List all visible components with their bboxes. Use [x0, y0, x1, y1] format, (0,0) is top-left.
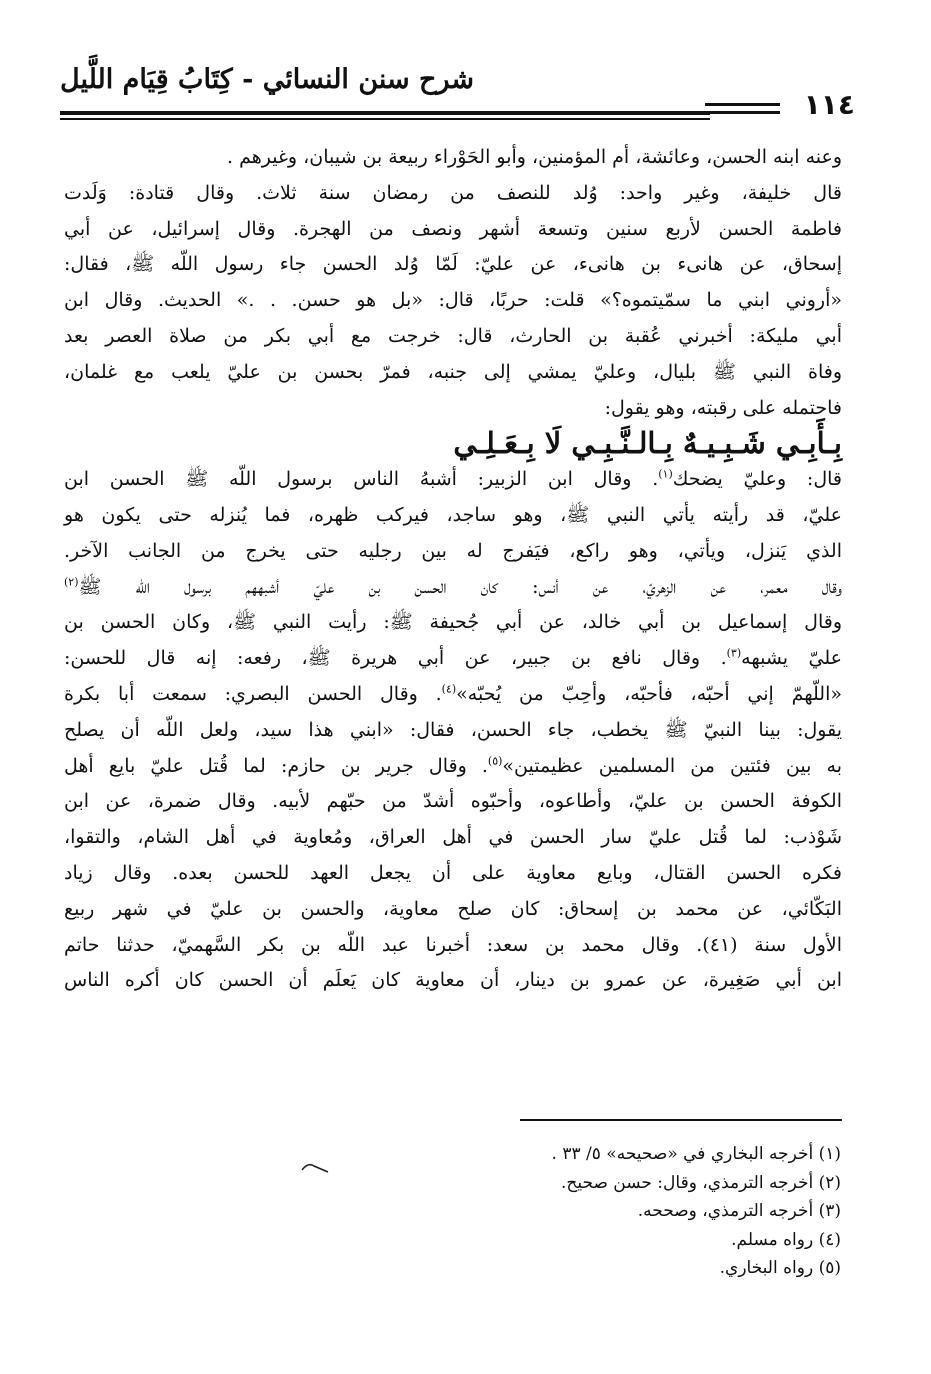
text-line: فاحتمله على رقبته، وهو يقول: [604, 396, 842, 419]
text-line: فكره الحسن القتال، وبايع معاوية على أن يجعل العهد للحسن بعده. وقال زياد [64, 861, 842, 884]
header-rule-thick [60, 111, 710, 115]
text-segment: . وقال جرير بن حازم: لما قُتل عليّ بايع أهل [64, 754, 488, 777]
footnote: (٢) أخرجه الترمذي، وقال: حسن صحيح. [560, 1172, 841, 1193]
footnotes [341, 1140, 841, 1283]
text-line [64, 462, 842, 498]
text-line [64, 677, 842, 713]
footnote-ref[interactable]: (٢) [64, 575, 79, 589]
text-line: فاطمة الحسن لأربع سنين وتسعة أشهر ونصف من الهجرة. وقال إسرائيل، عن أبي [64, 217, 842, 240]
footnote-ref[interactable]: (١) [658, 467, 673, 481]
main-text [64, 140, 842, 999]
page-number: ١١٤ [803, 88, 855, 121]
text-segment: به بين فئتين من المسلمين عظيمتين» [502, 754, 842, 777]
text-line: أبي مليكة: أخبرني عُقبة بن الحارث، قال: خرجت مع أبي بكر من صلاة العصر بعد [64, 324, 843, 347]
pen-mark [300, 1158, 330, 1178]
running-title: شرح سنن النسائي - كِتَابُ قِيَام اللَّيل [60, 64, 474, 95]
text-segment: . وقال ابن الزبير: أشبهُ الناس برسول اللّه ﷺ الحسن ابن [64, 468, 659, 491]
footnote: (٤) رواه مسلم. [731, 1229, 841, 1250]
text-line: عليّ، قد رأيته يأتي النبي ﷺ، وهو ساجد، فيركب ظهره، فما يُنزله حتى يكون هو [64, 503, 842, 526]
text-line: البَكّائي، عن محمد بن إسحاق: كان صلح معاوية، والحسن بن عليّ في شهر ربيع [64, 897, 842, 920]
footnote-ref[interactable]: (٤) [441, 682, 457, 696]
text-segment: . وقال نافع بن جبير، عن أبي هريرة ﷺ، رفعه: إنه قال للحسن: [64, 647, 727, 670]
text-line [64, 570, 842, 606]
text-line: وعنه ابنه الحسن، وعائشة، أم المؤمنين، وأبو الحَوْراء ربيعة بن شيبان، وغيرهم . [227, 146, 842, 168]
text-line: شَوْذب: لما قُتل عليّ سار الحسن في أهل العراق، ومُعاوية في أهل الشام، والتقوا، [64, 826, 842, 849]
footnote: (٣) أخرجه الترمذي، وصححه. [637, 1201, 841, 1221]
text-line: ابن أبي صَغِيرة، عن عمرو بن دينار، أن معاوية كان يَعلَم أن الحسن كان أكره الناس [64, 969, 842, 992]
page-number-rule-bottom [705, 111, 780, 114]
text-line [64, 749, 842, 785]
text-line: «أروني ابني ما سمّيتموه؟» قلت: حربًا، قال: «بل هو حسن. . .» الحديث. وقال ابن [64, 289, 842, 312]
footnote-separator [520, 1119, 842, 1121]
text-line: الذي يَنزل، ويأتي، وهو راكع، فيَفرج له بين رجليه حتى يخرج من الجانب الآخر. [64, 539, 842, 562]
page-header [60, 58, 855, 121]
page-number-rule-top [705, 103, 780, 106]
header-rule-thin [60, 118, 710, 120]
footnote: (٥) رواه البخاري. [719, 1258, 841, 1278]
text-line: يقول: بينا النبيّ ﷺ يخطب، جاء الحسن، فقال: «ابني هذا سيد، ولعل اللّه أن يصلح [64, 718, 842, 741]
poem-verse: بِـأَبِـي شَـبِـيـهٌ بِـالـنَّـبِـي لَا بِـعَـلِـي [453, 426, 842, 461]
text-line: الكوفة الحسن بن عليّ، وأطاعوه، وأحبّوه أشدّ من حبّهم لأبيه. وقال ضمرة، عن ابن [64, 790, 842, 813]
text-line: وقال إسماعيل بن أبي خالد، عن أبي جُحيفة ﷺ: رأيت النبي ﷺ، وكان الحسن بن [64, 611, 842, 634]
text-line: قال خليفة، وغير واحد: وُلد للنصف من رمضان سنة ثلاث. وقال قتادة: وَلَدت [64, 181, 842, 204]
text-line: الأول سنة (٤١). وقال محمد بن سعد: أخبرنا عبد اللّه بن بكر السَّهميّ، حدثنا حاتم [64, 933, 842, 956]
text-line [64, 641, 842, 677]
text-segment: قال: وعليّ يضحك [672, 468, 842, 491]
footnote: (١) أخرجه البخاري في «صحيحه» ٥/ ٣٣ . [551, 1144, 841, 1164]
text-line: وفاة النبي ﷺ بليال، وعليّ يمشي إلى جنبه، فمرّ بحسن بن عليّ يلعب مع غلمان، [64, 360, 842, 383]
text-segment: عليّ يشبهه [741, 647, 842, 670]
text-segment: . وقال الحسن البصري: سمعت أبا بكرة [64, 682, 442, 705]
footnote-ref[interactable]: (٣) [726, 646, 742, 660]
text-segment: «اللّهمّ إني أحبّه، فأحبّه، وأحِبّ من يُحبّه» [456, 682, 842, 705]
footnote-ref[interactable]: (٥) [487, 754, 503, 768]
text-line: إسحاق، عن هانىء بن هانىء، عن عليّ: لَمّا وُلد الحسن جاء رسول اللّه ﷺ، فقال: [64, 253, 842, 276]
text-segment: وقال معمر، عن الزهريّ، عن أنس: كان الحسن بن عليّ أشبههم برسول اللّه ﷺ [78, 575, 842, 598]
